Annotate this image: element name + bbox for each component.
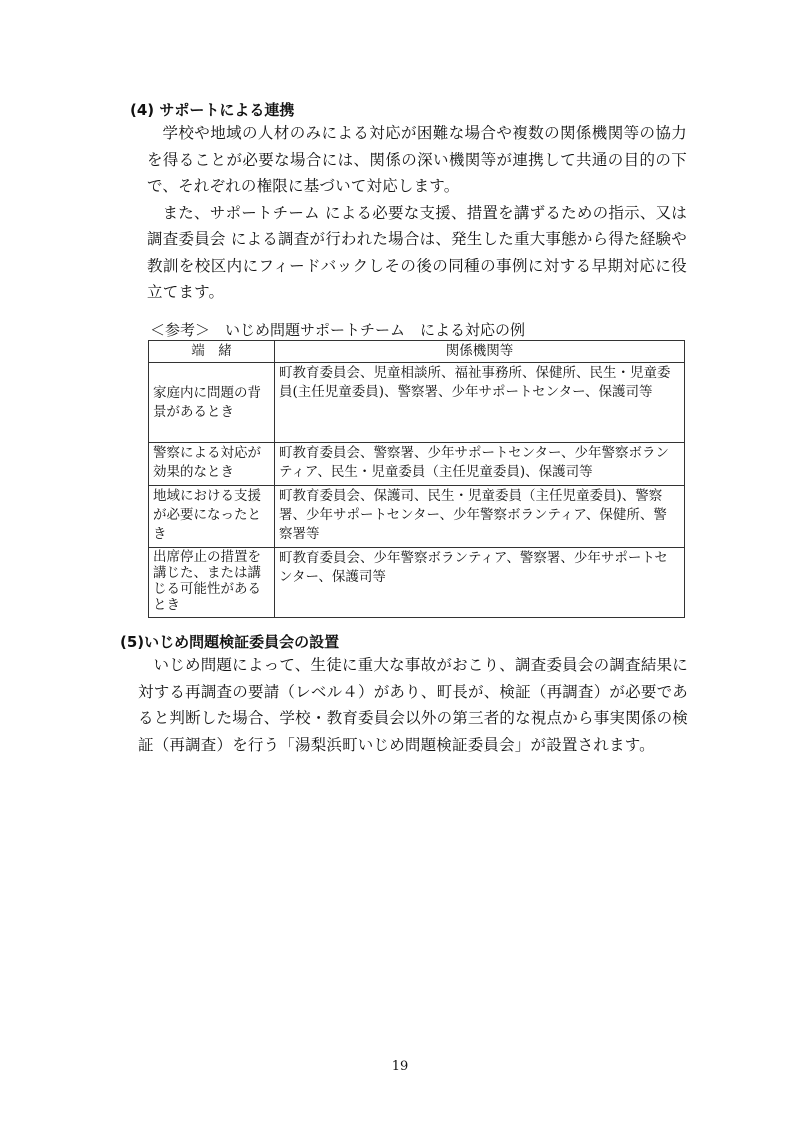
reference-table <box>148 340 685 618</box>
agencies-cell: 町教育委員会、警察署、少年サポートセンター、少年警察ボランティア、民生・児童委員（主任児童委員)、保護司等 <box>275 443 685 486</box>
agencies-cell: 町教育委員会、児童相談所、福祉事務所、保健所、民生・児童委員(主任児童委員)、警察署、少年サポートセンター、保護司等 <box>275 363 685 443</box>
table-header-row <box>149 341 685 363</box>
trigger-cell: 警察による対応が効果的なとき <box>149 443 275 486</box>
section-5-paragraph-1: いじめ問題によって、生徒に重大な事故がおこり、調査委員会の調査結果に対する再調査の要請（レベル４）があり、町長が、検証（再調査）が必要であると判断した場合、学校・教育委員会以外の第三者的な視点から事実関係の検証（再調査）を行う「湯梨浜町いじめ問題検証委員会」が設置されます。 <box>138 656 688 754</box>
agencies-cell: 町教育委員会、保護司、民生・児童委員（主任児童委員)、警察署、少年サポートセンター、少年警察ボランティア、保健所、警察署等 <box>275 486 685 548</box>
trigger-cell: 家庭内に問題の背景があるとき <box>149 363 275 443</box>
section-4-paragraph-2: また、サポートチーム による必要な支援、措置を講ずるための指示、又は 調査委員会 による調査が行われた場合は、発生した重大事態から得た経験や教訓を校区内にフィードバックしその後の同種の事例に対する早期対応に役立てます。 <box>147 203 687 301</box>
section-4-heading: (4) サポートによる連携 <box>130 101 295 119</box>
table-row <box>149 486 685 548</box>
section-5-body <box>138 652 688 758</box>
header-trigger: 端 緒 <box>149 341 275 363</box>
page-number: 19 <box>391 1059 409 1074</box>
section-4-body <box>147 120 687 306</box>
agencies-cell: 町教育委員会、少年警察ボランティア、警察署、少年サポートセンター、保護司等 <box>275 548 685 618</box>
trigger-cell: 出席停止の措置を講じた、または講じる可能性があるとき <box>149 548 275 618</box>
table-row <box>149 363 685 443</box>
table-caption: ＜参考＞ いじめ問題サポートチーム による対応の例 <box>150 321 526 339</box>
trigger-cell: 地域における支援が必要になったとき <box>149 486 275 548</box>
section-4-paragraph-1: 学校や地域の人材のみによる対応が困難な場合や複数の関係機関等の協力を得ることが必要な場合には、関係の深い機関等が連携して共通の目的の下で、それぞれの権限に基づいて対応します。 <box>147 124 687 195</box>
table-row <box>149 443 685 486</box>
header-agencies: 関係機関等 <box>275 341 685 363</box>
table-row <box>149 548 685 618</box>
section-5-heading: (5)いじめ問題検証委員会の設置 <box>120 633 340 651</box>
